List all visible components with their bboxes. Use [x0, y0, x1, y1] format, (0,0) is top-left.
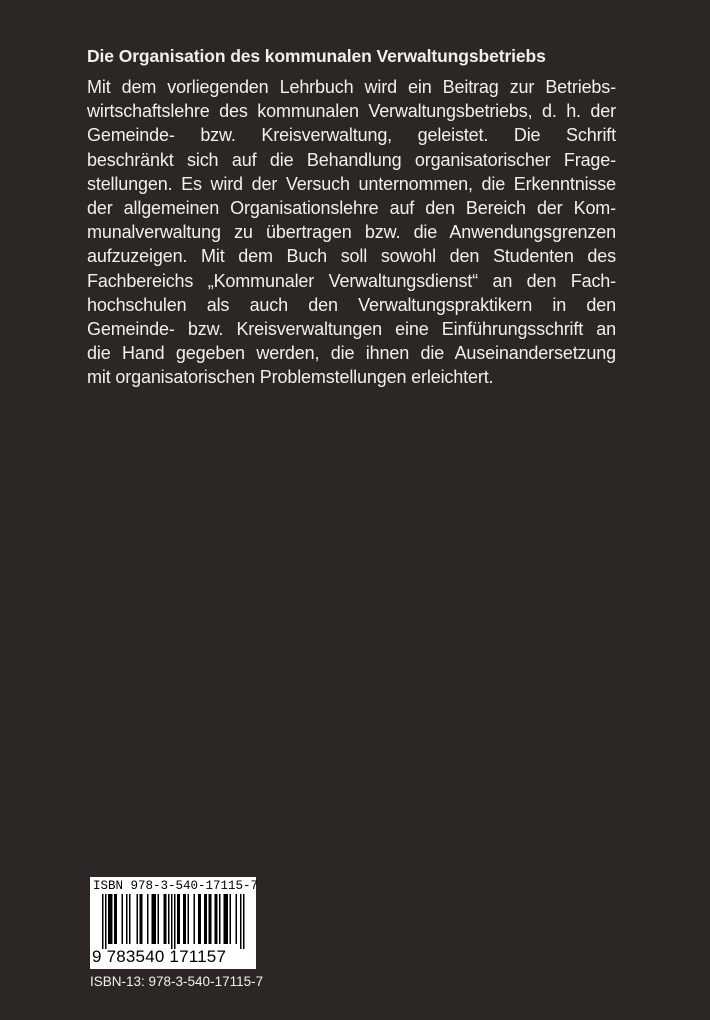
blurb-line: der allgemeinen Organisationslehre auf den Bereich der Kom- — [87, 197, 616, 218]
blurb-line: stellungen. Es wird der Versuch unternommen, die Erkenntnisse — [87, 173, 616, 194]
blurb-line: munalverwaltung zu übertragen bzw. die Anwendungsgrenzen — [87, 222, 616, 243]
barcode-bar — [183, 894, 185, 944]
barcode-bar — [155, 894, 157, 944]
barcode-bar — [110, 894, 112, 944]
barcode-bar — [165, 894, 167, 944]
barcode-bar — [111, 894, 113, 944]
barcode-isbn-label: ISBN 978-3-540-17115-7 — [93, 879, 259, 893]
barcode-bar — [153, 894, 155, 944]
blurb-line: Gemeinde- bzw. Kreisverwaltung, geleistet. Die Schrift — [87, 125, 616, 146]
barcode-bar — [224, 894, 226, 944]
blurb-paragraph — [87, 75, 616, 389]
barcode-bar — [227, 894, 229, 944]
barcode-bar — [179, 894, 181, 944]
blurb-line: Fachbereichs „Kommunaler Verwaltungsdienst“ an den Fach- — [87, 270, 616, 291]
barcode-guard-bar — [171, 894, 173, 949]
barcode-guard-bar — [174, 894, 176, 949]
barcode-bar — [140, 894, 142, 944]
barcode-bar — [204, 894, 206, 944]
barcode-ean-digits: 9 783540 171157 — [92, 947, 227, 966]
barcode-bar — [230, 894, 232, 944]
blurb-line: die Hand gegeben werden, die ihnen die Auseinandersetzung — [87, 343, 616, 364]
barcode-guard-bar — [105, 894, 107, 949]
barcode-bar — [206, 894, 208, 944]
barcode-bar — [209, 894, 211, 944]
barcode-bar — [215, 894, 217, 944]
barcode-bar — [108, 894, 110, 944]
blurb-line: wirtschaftslehre des kommunalen Verwaltungsbetriebs, d. h. der — [87, 101, 616, 122]
blurb-line: Mit dem vorliegenden Lehrbuch wird ein Beitrag zur Betriebs- — [87, 77, 616, 97]
barcode-bar — [158, 894, 160, 944]
barcode-bar — [129, 894, 131, 944]
barcode-bar — [225, 894, 227, 944]
barcode-bar — [198, 894, 200, 944]
barcode-guard-bar — [102, 894, 104, 949]
barcode-guard-bar — [243, 894, 245, 949]
barcode-bar — [185, 894, 187, 944]
barcode-bar — [126, 894, 128, 944]
blurb-line: aufzuzeigen. Mit dem Buch soll sowohl den Studenten des — [87, 246, 616, 267]
barcode-bar — [116, 894, 118, 944]
barcode-bars — [90, 894, 256, 949]
barcode-bar — [137, 894, 139, 944]
barcode-bar — [236, 894, 238, 944]
barcode-bar — [194, 894, 196, 944]
barcode-bar — [219, 894, 221, 944]
barcode-bar — [147, 894, 149, 944]
barcode-bar — [200, 894, 202, 944]
barcode-bar — [177, 894, 179, 944]
isbn-13-label: ISBN-13: 978-3-540-17115-7 — [90, 974, 264, 989]
isbn-barcode — [90, 877, 259, 969]
barcode-bar — [152, 894, 154, 944]
barcode-bar — [164, 894, 166, 944]
blurb-line: Gemeinde- bzw. Kreisverwaltungen eine Einführungsschrift an — [87, 318, 616, 339]
book-title: Die Organisation des kommunalen Verwaltungsbetriebs — [87, 46, 546, 66]
barcode-bar — [168, 894, 170, 944]
barcode-bar — [210, 894, 212, 944]
barcode-bar — [188, 894, 190, 944]
blurb-line: mit organisatorischen Problemstellungen erleichtert. — [87, 367, 494, 388]
blurb-line: hochschulen als auch den Verwaltungspraktikern in den — [87, 294, 616, 315]
barcode-bar — [122, 894, 124, 944]
blurb-line: beschränkt sich auf die Behandlung organisatorischer Frage- — [87, 149, 616, 170]
barcode-bar — [141, 894, 143, 944]
barcode-guard-bar — [240, 894, 242, 949]
barcode-bar — [216, 894, 218, 944]
barcode-bar — [114, 894, 116, 944]
